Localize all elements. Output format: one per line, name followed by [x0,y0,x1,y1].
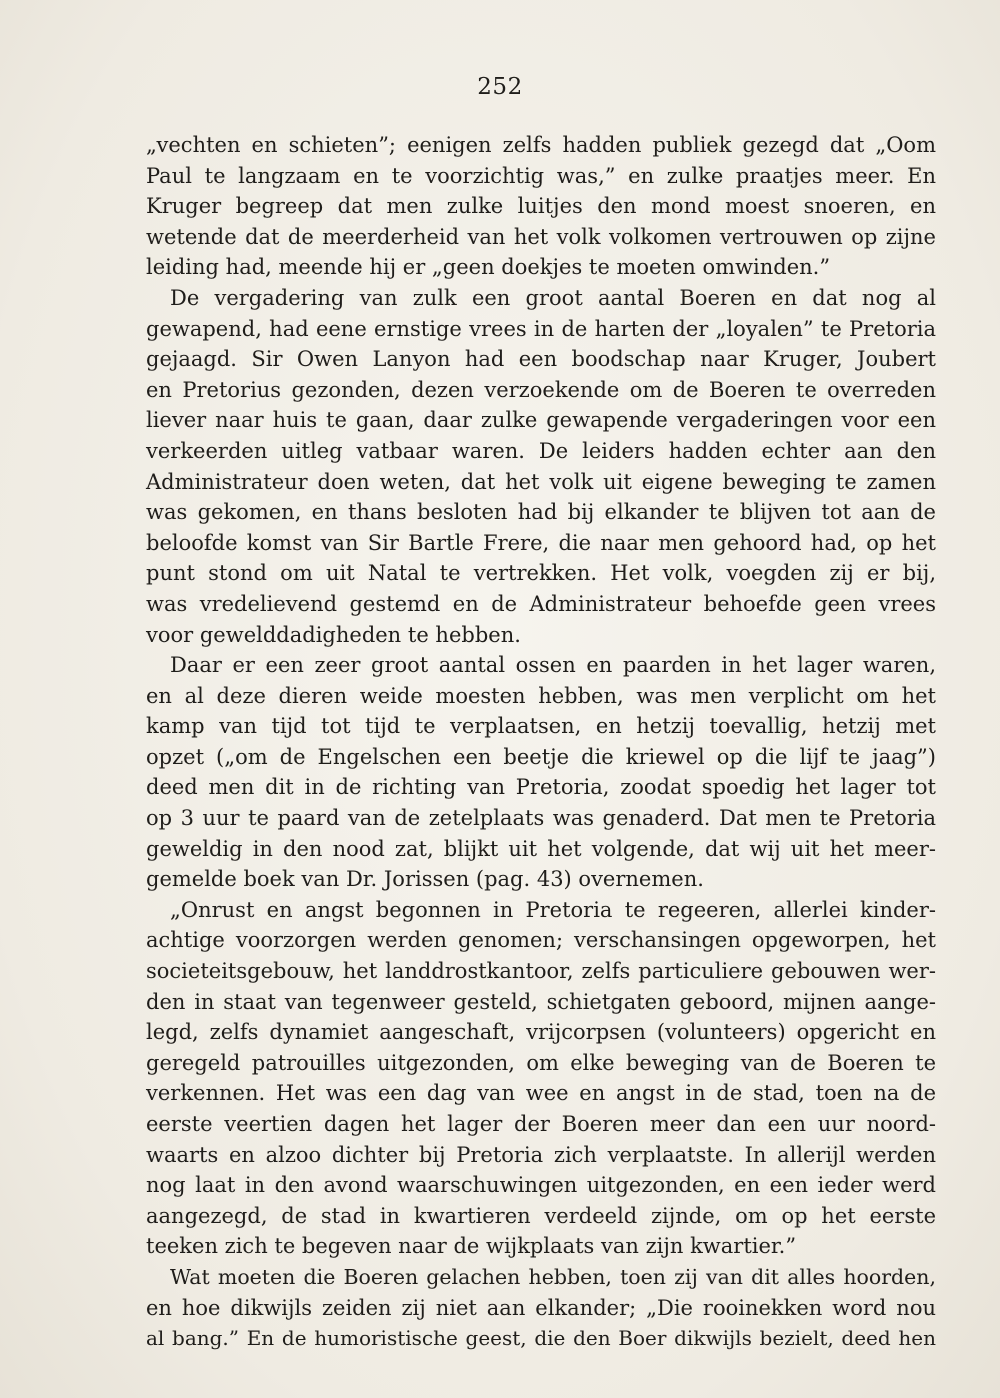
text-line: en Pretorius gezonden, dezen verzoekende om de Boeren te overreden [146,377,936,402]
text-line: „Onrust en angst begonnen in Pretoria te regeeren, allerlei kinder- [170,897,936,922]
text-line: punt stond om uit Natal te vertrekken. Het volk, voegden zij er bij, [146,561,936,586]
text-line: al bang.” En de humoristische geest, die den Boer dikwijls bezielt, deed hen [146,1326,936,1351]
text-line: De vergadering van zulk een groot aantal Boeren en dat nog al [170,285,936,310]
text-line: liever naar huis te gaan, daar zulke gewapende vergaderingen voor een [146,408,936,433]
text-line: gemelde boek van Dr. Jorissen (pag. 43) overnemen. [146,867,704,892]
text-line: Kruger begreep dat men zulke luitjes den mond moest snoeren, en [146,194,936,219]
text-line: voor gewelddadigheden te hebben. [146,622,521,647]
text-line: gejaagd. Sir Owen Lanyon had een boodschap naar Kruger, Joubert [146,347,936,372]
text-line: aangezegd, de stad in kwartieren verdeeld zijnde, om op het eerste [146,1203,936,1228]
text-line: was gekomen, en thans besloten had bij elkander te blijven tot aan de [146,500,936,525]
page-number: 252 [477,74,523,100]
text-line: op 3 uur te paard van de zetelplaats was genaderd. Dat men te Pretoria [146,806,936,831]
text-line: teeken zich te begeven naar de wijkplaats van zijn kwartier.” [146,1234,797,1259]
text-line: Administrateur doen weten, dat het volk uit eigene beweging te zamen [146,469,936,494]
text-line: Daar er een zeer groot aantal ossen en paarden in het lager waren, [170,653,936,678]
text-line: geregeld patrouilles uitgezonden, om elke beweging van de Boeren te [146,1050,936,1075]
text-line: opzet („om de Engelschen een beetje die kriewel op die lijf te jaag”) [146,744,936,769]
text-line: waarts en alzoo dichter bij Pretoria zich verplaatste. In allerijl werden [146,1142,936,1167]
text-line: was vredelievend gestemd en de Administrateur behoefde geen vrees [146,591,936,616]
text-line: legd, zelfs dynamiet aangeschaft, vrijcorpsen (volunteers) opgericht en [146,1020,936,1045]
text-line: en hoe dikwijls zeiden zij niet aan elkander; „Die rooinekken word nou [146,1295,936,1320]
text-line: eerste veertien dagen het lager der Boeren meer dan een uur noord- [146,1112,936,1136]
text-line: achtige voorzorgen werden genomen; verschansingen opgeworpen, het [146,928,936,953]
text-line: Wat moeten die Boeren gelachen hebben, toen zij van dit alles hoorden, [170,1264,936,1289]
text-line: Paul te langzaam en te voorzichtig was,” en zulke praatjes meer. En [146,163,936,188]
text-line: verkeerden uitleg vatbaar waren. De leiders hadden echter aan den [146,438,936,463]
text-line: en al deze dieren weide moesten hebben, was men verplicht om het [146,683,936,708]
text-line: verkennen. Het was een dag van wee en angst in de stad, toen na de [146,1081,936,1106]
text-line: deed men dit in de richting van Pretoria, zoodat spoedig het lager tot [146,775,936,800]
text-line: societeitsgebouw, het landdrostkantoor, zelfs particuliere gebouwen wer- [146,959,936,984]
text-line: kamp van tijd tot tijd te verplaatsen, en hetzij toevallig, hetzij met [146,714,936,739]
text-line: gewapend, had eene ernstige vrees in de harten der „loyalen” te Pretoria [146,316,936,341]
text-line: wetende dat de meerderheid van het volk volkomen vertrouwen op zijne [146,224,936,249]
body-text [146,130,936,1354]
text-line: geweldig in den nood zat, blijkt uit het volgende, dat wij uit het meer- [146,836,936,861]
text-line: nog laat in den avond waarschuwingen uitgezonden, en een ieder werd [146,1173,936,1198]
text-line: „vechten en schieten”; eenigen zelfs hadden publiek gezegd dat „Oom [146,133,936,157]
text-line: leiding had, meende hij er „geen doekjes te moeten omwinden.” [146,255,831,280]
text-line: den in staat van tegenweer gesteld, schietgaten geboord, mijnen aange- [146,989,936,1014]
text-line: beloofde komst van Sir Bartle Frere, die naar men gehoord had, op het [146,530,936,555]
